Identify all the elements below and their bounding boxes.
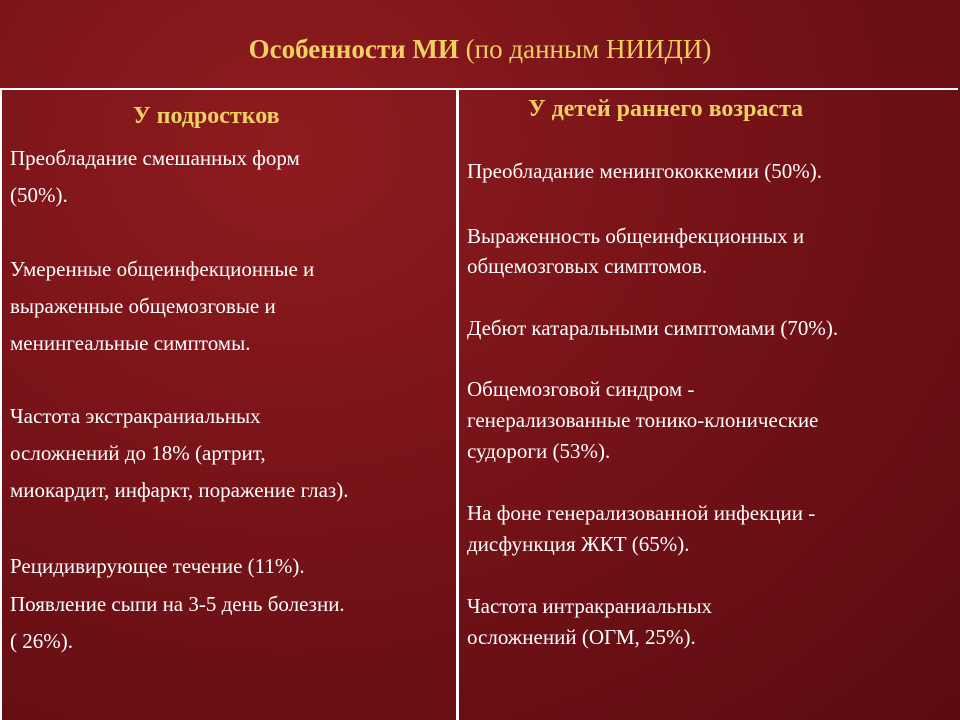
text-line: (50%). — [10, 183, 68, 207]
text-line: Преобладание смешанных форм — [10, 146, 300, 170]
text-line: Общемозговой синдром - — [467, 377, 695, 401]
slide-title-bold: Особенности МИ — [248, 34, 459, 64]
text-line: миокардит, инфаркт, поражение глаз). — [10, 478, 349, 502]
text-line: Преобладание менингококкемии (50%). — [467, 159, 823, 183]
text-line: осложнений (ОГМ, 25%). — [467, 625, 696, 649]
text-line: На фоне генерализованной инфекции - — [467, 501, 816, 525]
text-line: Умеренные общеинфекционные и — [10, 257, 315, 281]
text-line: общемозговых симптомов. — [467, 254, 708, 278]
text-line: Частота интракраниальных — [467, 594, 713, 618]
text-line: генерализованные тонико-клонические — [467, 408, 819, 432]
text-line: осложнений до 18% (артрит, — [10, 441, 266, 465]
text-line: Дебют катаральными симптомами (70%). — [467, 316, 839, 340]
text-line: выраженные общемозговые и — [10, 294, 276, 318]
column-heading-adolescents: У подростков — [133, 103, 280, 129]
text-line: Частота экстракраниальных — [10, 404, 261, 428]
text-line: Появление сыпи на 3-5 день болезни. — [10, 592, 345, 616]
text-line: судороги (53%). — [467, 439, 611, 463]
text-line: Выраженность общеинфекционных и — [467, 224, 805, 248]
text-line: менингеальные симптомы. — [10, 331, 251, 355]
column-heading-young-children: У детей раннего возраста — [528, 96, 804, 122]
slide-title — [0, 34, 960, 65]
slide-title-rest: (по данным НИИДИ) — [458, 34, 712, 64]
text-line: Рецидивирующее течение (11%). — [10, 554, 305, 578]
text-line: дисфункция ЖКТ (65%). — [467, 532, 690, 556]
column-divider — [456, 88, 459, 720]
text-line: ( 26%). — [10, 629, 73, 653]
